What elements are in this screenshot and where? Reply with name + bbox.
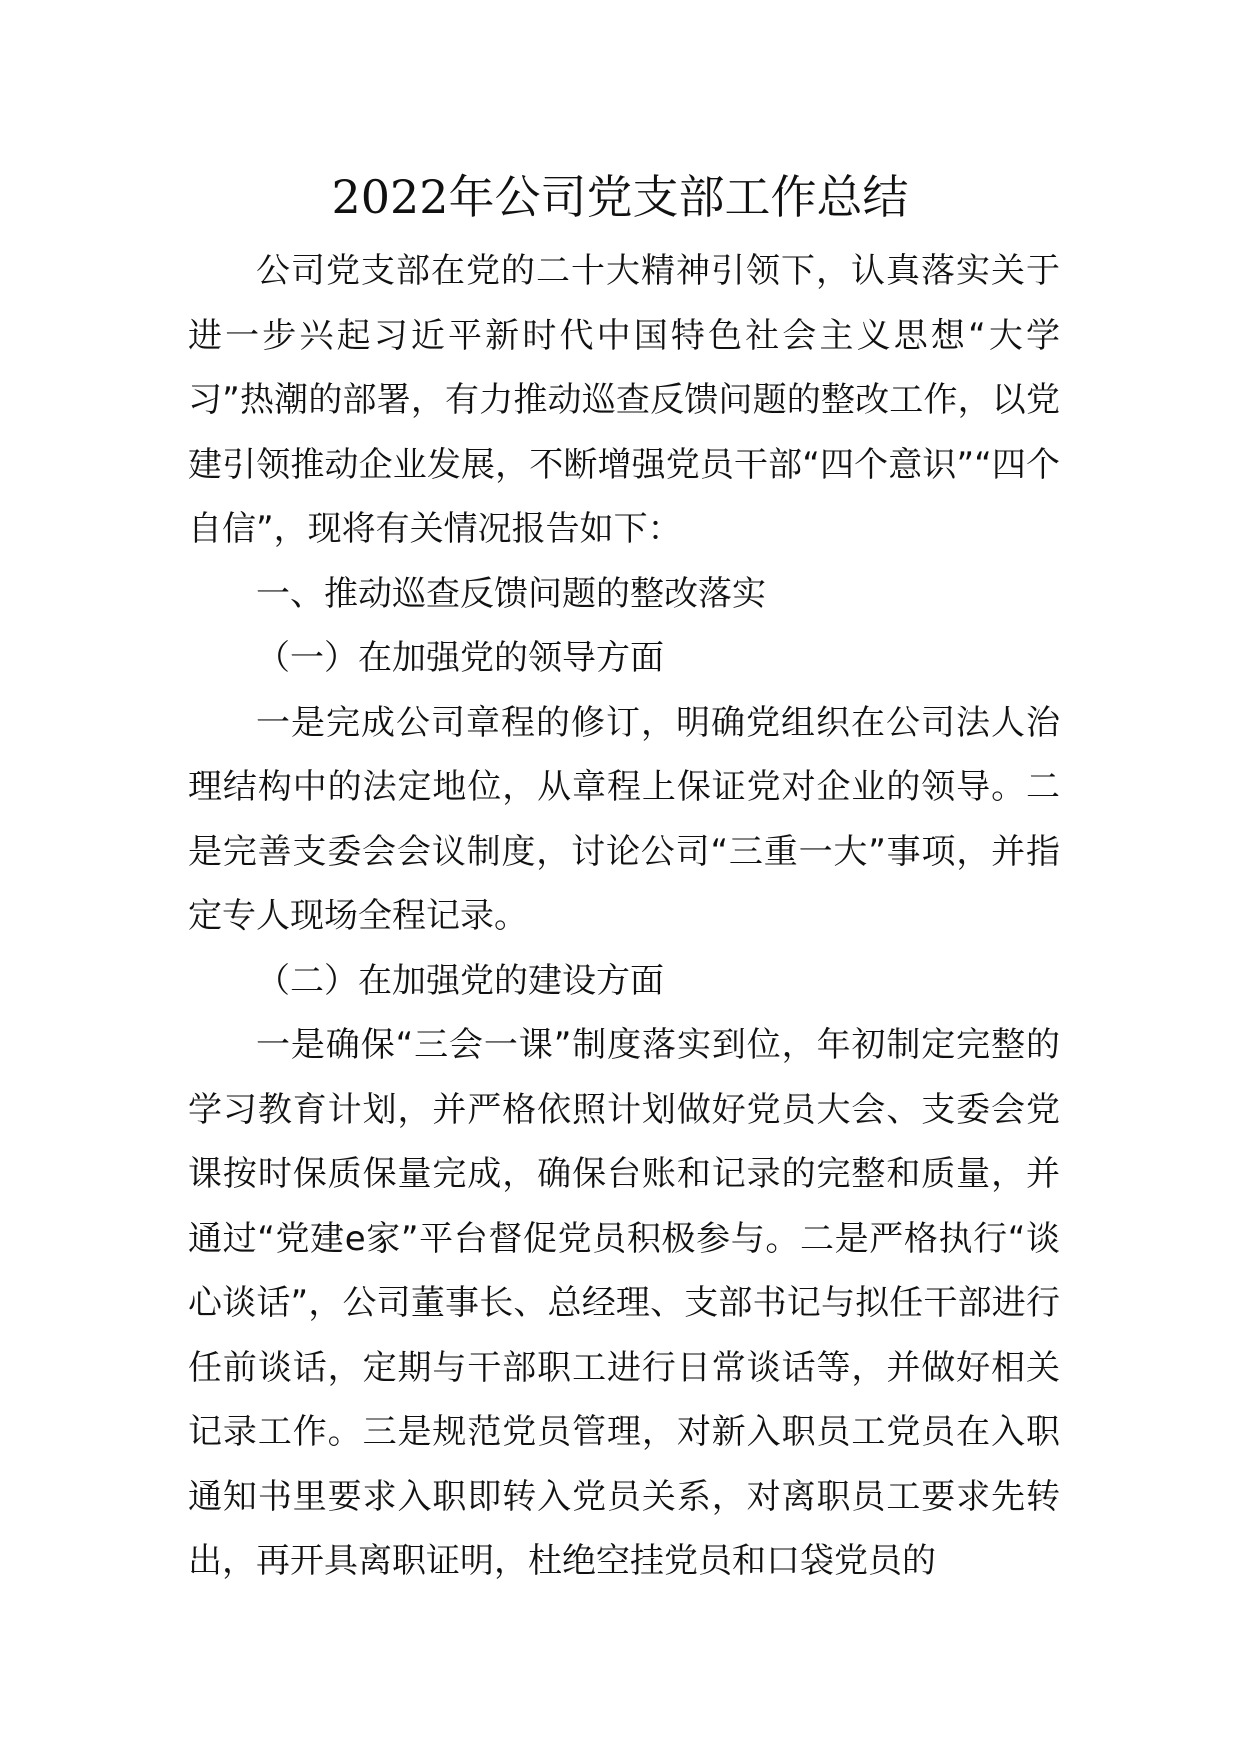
body-paragraph: 一是确保“三会一课”制度落实到位，年初制定完整的学习教育计划，并严格依照计划做好党员大会、支委会党课按时保质保量完成，确保台账和记录的完整和质量，并通过“党建e家”平台督促党员积极参与。二是严格执行“谈心谈话”，公司董事长、总经理、支部书记与拟任干部进行任前谈话，定期与干部职工进行日常谈话等，并做好相关记录工作。三是规范党员管理，对新入职员工党员在入职通知书里要求入职即转入党员关系，对离职员工要求先转出，再开具离职证明，杜绝空挂党员和口袋党员的 [188, 1025, 1060, 1581]
section-heading-1: 一、推动巡查反馈问题的整改落实 [256, 573, 766, 614]
subsection-heading-2: （二）在加强党的建设方面 [256, 960, 664, 1001]
body-paragraph: 一是完成公司章程的修订，明确党组织在公司法人治理结构中的法定地位，从章程上保证党对企业的领导。二是完善支委会会议制度，讨论公司“三重一大”事项，并指定专人现场全程记录。 [188, 702, 1060, 936]
intro-paragraph: 公司党支部在党的二十大精神引领下，认真落实关于进一步兴起习近平新时代中国特色社会主义思想“大学习”热潮的部署，有力推动巡查反馈问题的整改工作，以党建引领推动企业发展，不断增强党员干部“四个意识”“四个自信”，现将有关情况报告如下： [188, 251, 1060, 549]
document-title: 2022年公司党支部工作总结 [331, 170, 909, 224]
subsection-heading-1: （一）在加强党的领导方面 [256, 638, 664, 678]
document-body [188, 239, 1060, 1594]
